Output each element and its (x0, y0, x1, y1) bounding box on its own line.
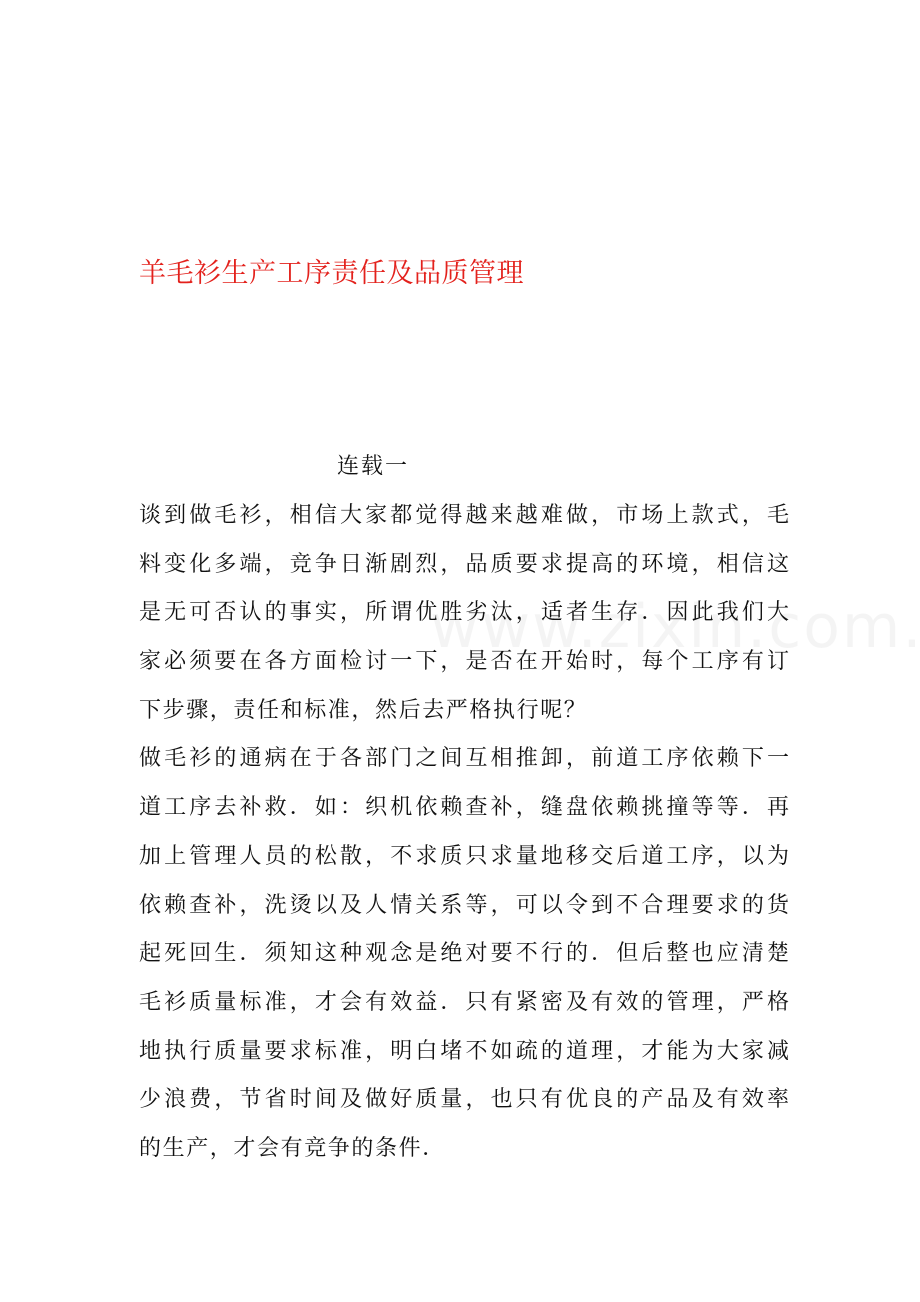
paragraph-line: 少浪费，节省时间及做好质量，也只有优良的产品及有效率 (139, 1087, 789, 1113)
paragraph-line: 谈到做毛衫，相信大家都觉得越来越难做，市场上款式，毛 (139, 503, 789, 528)
paragraph-line: 的生产，才会有竞争的条件． (139, 1135, 446, 1161)
paragraph-line: 道工序去补救．如：织机依赖查补，缝盘依赖挑撞等等．再 (139, 795, 789, 821)
paragraph-line: 下步骤，责任和标准，然后去严格执行呢？ (139, 697, 588, 723)
paragraph-line: 毛衫质量标准，才会有效益．只有紧密及有效的管理，严格 (139, 989, 789, 1015)
paragraph-line: 依赖查补，洗烫以及人情关系等，可以令到不合理要求的货 (139, 892, 789, 918)
paragraph-line: 家必须要在各方面检讨一下，是否在开始时，每个工序有订 (139, 649, 789, 675)
document-subtitle: 连载一 (337, 454, 410, 479)
paragraph-line: 是无可否认的事实，所谓优胜劣汰，适者生存．因此我们大 (139, 600, 789, 626)
paragraph-line: 加上管理人员的松散，不求质只求量地移交后道工序，以为 (139, 843, 789, 869)
paragraph-line: 地执行质量要求标准，明白堵不如疏的道理，才能为大家减 (139, 1038, 789, 1064)
paragraph-line: 做毛衫的通病在于各部门之间互相推卸，前道工序依赖下一 (139, 746, 789, 772)
document-title: 羊毛衫生产工序责任及品质管理 (139, 258, 524, 289)
document-body (139, 492, 789, 1174)
paragraph-line: 起死回生．须知这种观念是绝对要不行的．但后整也应清楚 (139, 941, 789, 967)
paragraph-line: 料变化多端，竞争日渐剧烈，品质要求提高的环境，相信这 (139, 551, 789, 577)
